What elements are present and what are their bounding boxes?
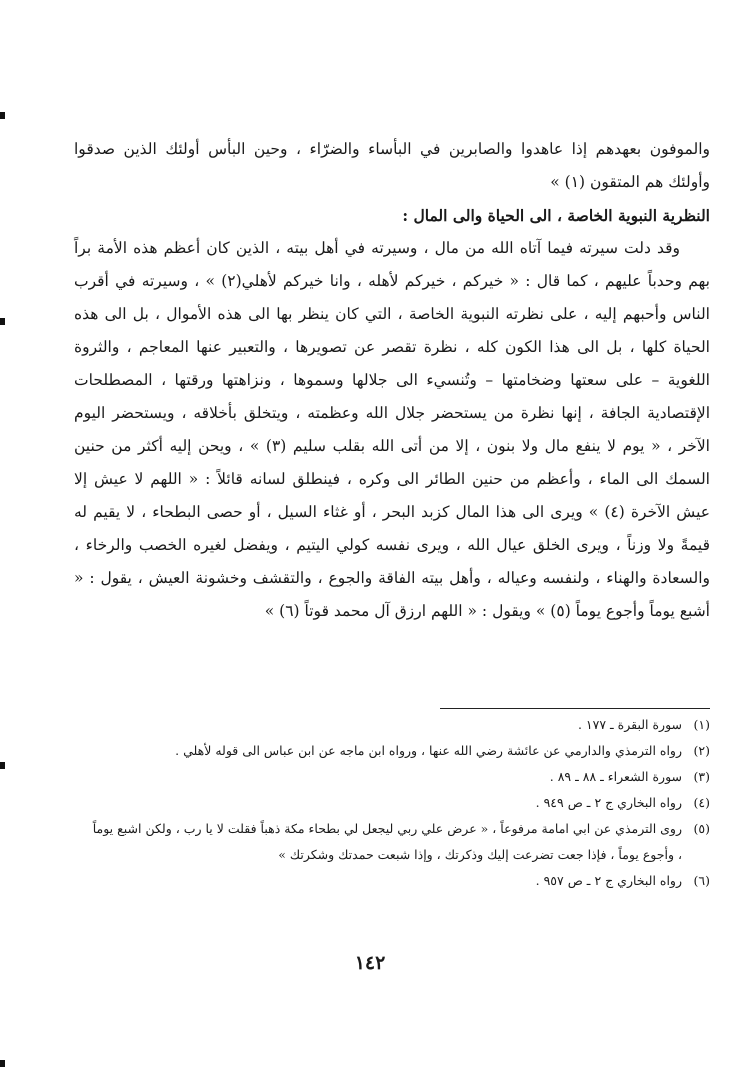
footnote [88, 868, 710, 894]
footnote [88, 764, 710, 790]
margin-mark [0, 318, 5, 325]
margin-mark [0, 112, 5, 119]
margin-mark [0, 1060, 5, 1067]
footnote [88, 816, 710, 868]
page-number: ١٤٢ [354, 952, 386, 974]
footnote-text: رواه البخاري ج ٢ ـ ص ٩٥٧ . [535, 873, 682, 888]
footnotes [88, 712, 710, 894]
main-text [74, 133, 710, 628]
footnote-text: رواه الترمذي والدارمي عن عائشة رضي الله عنها ، ورواه ابن ماجه عن ابن عباس الى قوله لأهلي . [175, 743, 682, 758]
footnote-text: سورة البقرة ـ ١٧٧ . [577, 717, 682, 732]
footnote-number: (٢) [693, 743, 710, 758]
footnote [88, 712, 710, 738]
footnote-text: رواه البخاري ج ٢ ـ ص ٩٤٩ . [535, 795, 682, 810]
footnote-text: روى الترمذي عن ابي امامة مرفوعاً ، « عرض علي ربي ليجعل لي بطحاء مكة ذهباً فقلت لا يا رب ، ولكن اشبع يوماً ، وأجوع يوماً ، فإذا جعت تضرعت إليك وذكرتك ، وإذا شبعت حمدتك وشكرتك » [92, 821, 682, 862]
footnote-separator [440, 708, 710, 709]
body-paragraph: وقد دلت سيرته فيما آتاه الله من مال ، وسيرته في أهل بيته ، الذين كان أعظم هذه الأمة براً بهم وحدباً عليهم ، كما قال : « خيركم ، خيركم لأهله ، وانا خيركم لأهلي(٢) » ، وسيرته في أقرب الناس وأحبهم إليه ، على نظرته النبوية الخاصة ، التي كان ينظر بها الى هذه الأموال ، بل الى هذه الحياة كلها ، بل الى هذا الكون كله ، نظرة تقصر عن تصويرها ، والتعبير عنها المعاجم ، والثروة اللغوية – على سعتها وضخامتها – وتُنسيء الى جلالها وسموها ، ونزاهتها ورقتها ، المصطلحات الإقتصادية الجافة ، إنها نظرة من يستحضر جلال الله وعظمته ، ويتخلق بأخلاقه ، ويستحضر اليوم الآخر ، « يوم لا ينفع مال ولا بنون ، إلا من أتى الله بقلب سليم (٣) » ، ويحن إليه أكثر من حنين السمك الى الماء ، وأعظم من حنين الطائر الى وكره ، فينطلق لسانه قائلاً : « اللهم لا عيش إلا عيش الآخرة (٤) » ويرى الى هذا المال كزبد البحر ، أو غثاء السيل ، أو حصى البطحاء ، لا يقيم له قيمةً ولا وزناً ، ويرى الخلق عيال الله ، ويرى نفسه كولي اليتيم ، ويفضل لغيره الخصب والرخاء ، والسعادة والهناء ، ولنفسه وعياله ، وأهل بيته الفاقة والجوع ، والتقشف وخشونة العيش ، يقول : « أشبع يوماً وأجوع يوماً (٥) » ويقول : « اللهم ارزق آل محمد قوتاً (٦) » [74, 239, 710, 620]
footnote-text: سورة الشعراء ـ ٨٨ ـ ٨٩ . [549, 769, 682, 784]
footnote-number: (١) [693, 717, 710, 732]
footnote [88, 790, 710, 816]
footnote [88, 738, 710, 764]
footnote-number: (٣) [693, 769, 710, 784]
footnote-number: (٤) [693, 795, 710, 810]
margin-mark [0, 762, 5, 769]
section-heading: النظرية النبوية الخاصة ، الى الحياة والى المال : [402, 206, 710, 225]
footnote-number: (٦) [693, 873, 710, 888]
opening-quote-line: والموفون بعهدهم إذا عاهدوا والصابرين في البأساء والضرّاء ، وحين البأس أولئك الذين صدقوا وأولئك هم المتقون (١) » [74, 140, 710, 191]
footnote-number: (٥) [693, 821, 710, 836]
